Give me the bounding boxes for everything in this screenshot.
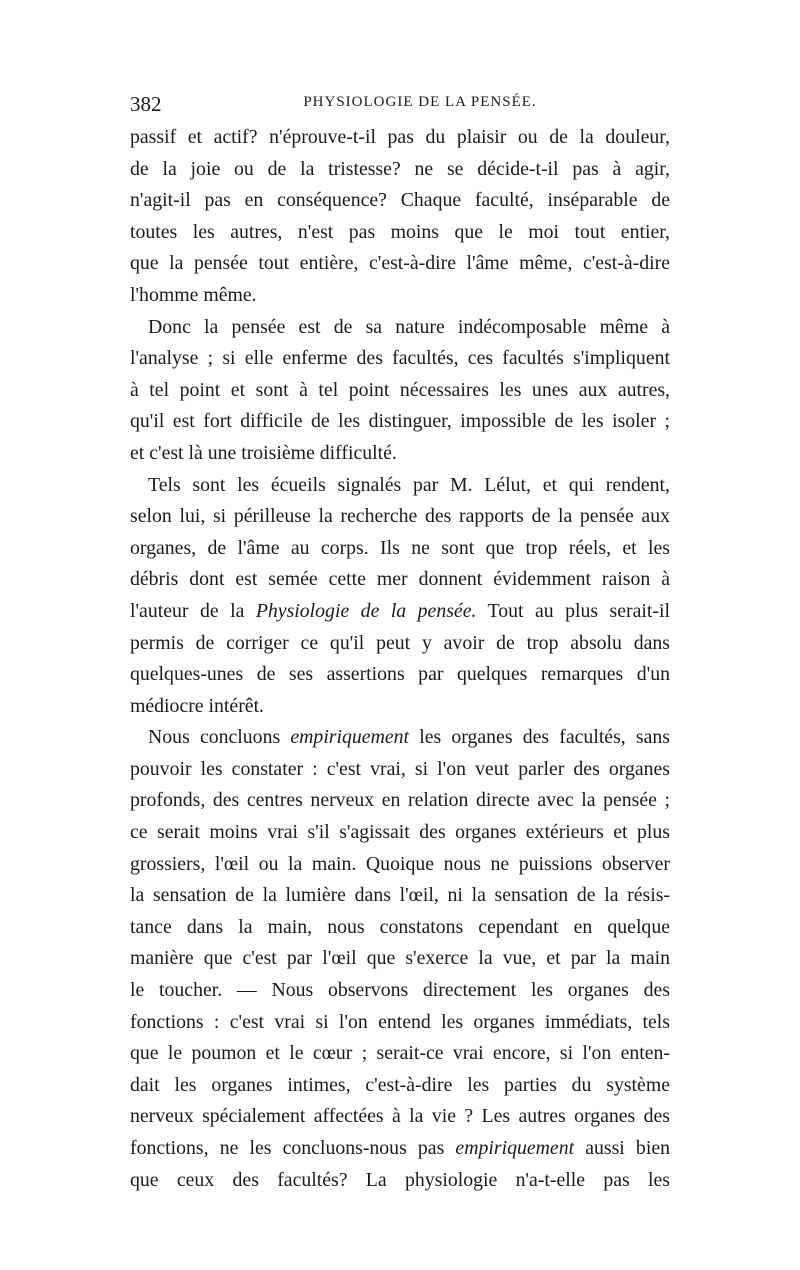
text-line: fonctions : c'est vrai si l'on entend les organes immédiats, tels (130, 1010, 670, 1033)
book-title-italic: Physiologie de la pensée. (255, 599, 477, 622)
paragraph-2 (130, 312, 670, 470)
text-line: passif et actif? n'éprouve-t-il pas du plaisir ou de la douleur, (130, 126, 670, 148)
text-line: Tels sont les écueils signalés par M. Lélut, et qui rendent, (148, 473, 670, 496)
italic-word: empiriquement (290, 726, 410, 749)
text-line: et c'est là une troisième difficulté. (130, 441, 397, 464)
text-segment: fonctions, ne les concluons-nous pas (130, 1137, 445, 1159)
text-line: quelques-unes de ses assertions par quelques remarques d'un (130, 663, 670, 686)
text-line: que la pensée tout entière, c'est-à-dire l'âme même, c'est-à-dire (130, 252, 670, 275)
text-line: débris dont est semée cette mer donnent évidemment raison à (130, 568, 670, 591)
text-line: que ceux des facultés? La physiologie n'a-t-elle pas les (130, 1168, 670, 1191)
text-segment: Tout au plus serait-il (487, 599, 670, 622)
text-line: ce serait moins vrai s'il s'agissait des organes extérieurs et plus (130, 821, 670, 844)
text-line: tance dans la main, nous constatons cependant en quelque (130, 915, 670, 938)
text-line: grossiers, l'œil ou la main. Quoique nous ne puissions observer (130, 852, 670, 875)
page-number: 382 (130, 92, 162, 116)
text-line: de la joie ou de la tristesse? ne se décide-t-il pas à agir, (130, 157, 670, 180)
paragraph-3 (130, 470, 670, 723)
text-line: que le poumon et le cœur ; serait-ce vrai encore, si l'on enten- (130, 1042, 670, 1065)
page-header (130, 92, 670, 118)
text-line: qu'il est fort difficile de les distinguer, impossible de les isoler ; (130, 410, 670, 433)
text-line: profonds, des centres nerveux en relation directe avec la pensée ; (130, 789, 670, 812)
text-line: l'homme même. (130, 283, 257, 306)
text-line (130, 596, 670, 628)
text-line: manière que c'est par l'œil que s'exerce la vue, et par la main (130, 947, 670, 970)
text-line: à tel point et sont à tel point nécessaires les unes aux autres, (130, 378, 670, 401)
italic-word: empiriquement (455, 1137, 575, 1159)
paragraph-1 (130, 122, 670, 312)
text-line: le toucher. — Nous observons directement les organes des (130, 979, 670, 1002)
body-text (130, 122, 670, 1196)
text-line: nerveux spécialement affectées à la vie ? Les autres organes des (130, 1105, 670, 1128)
text-line: toutes les autres, n'est pas moins que le moi tout entier, (130, 220, 670, 243)
text-line: la sensation de la lumière dans l'œil, ni la sensation de la résis- (130, 884, 670, 907)
text-line: organes, de l'âme au corps. Ils ne sont que trop réels, et les (130, 536, 670, 559)
text-line: médiocre intérêt. (130, 694, 265, 717)
text-segment: Nous concluons (148, 726, 281, 749)
text-segment: les organes des facultés, sans (419, 726, 670, 749)
running-title: PHYSIOLOGIE DE LA PENSÉE. (303, 94, 537, 110)
text-line (130, 722, 670, 754)
text-line (130, 1133, 670, 1165)
text-segment: l'auteur de la (130, 599, 245, 622)
paragraph-4 (130, 722, 670, 1196)
text-line: selon lui, si périlleuse la recherche des rapports de la pensée aux (130, 505, 670, 528)
text-line: pouvoir les constater : c'est vrai, si l'on veut parler des organes (130, 757, 670, 780)
text-line: permis de corriger ce qu'il peut y avoir de trop absolu dans (130, 631, 670, 654)
text-line: n'agit-il pas en conséquence? Chaque faculté, inséparable de (130, 189, 670, 212)
text-line: l'analyse ; si elle enferme des facultés, ces facultés s'impliquent (130, 347, 670, 370)
text-line: Donc la pensée est de sa nature indécomposable même à (148, 315, 670, 338)
text-line: dait les organes intimes, c'est-à-dire les parties du système (130, 1073, 670, 1096)
text-segment: aussi bien (585, 1137, 670, 1159)
